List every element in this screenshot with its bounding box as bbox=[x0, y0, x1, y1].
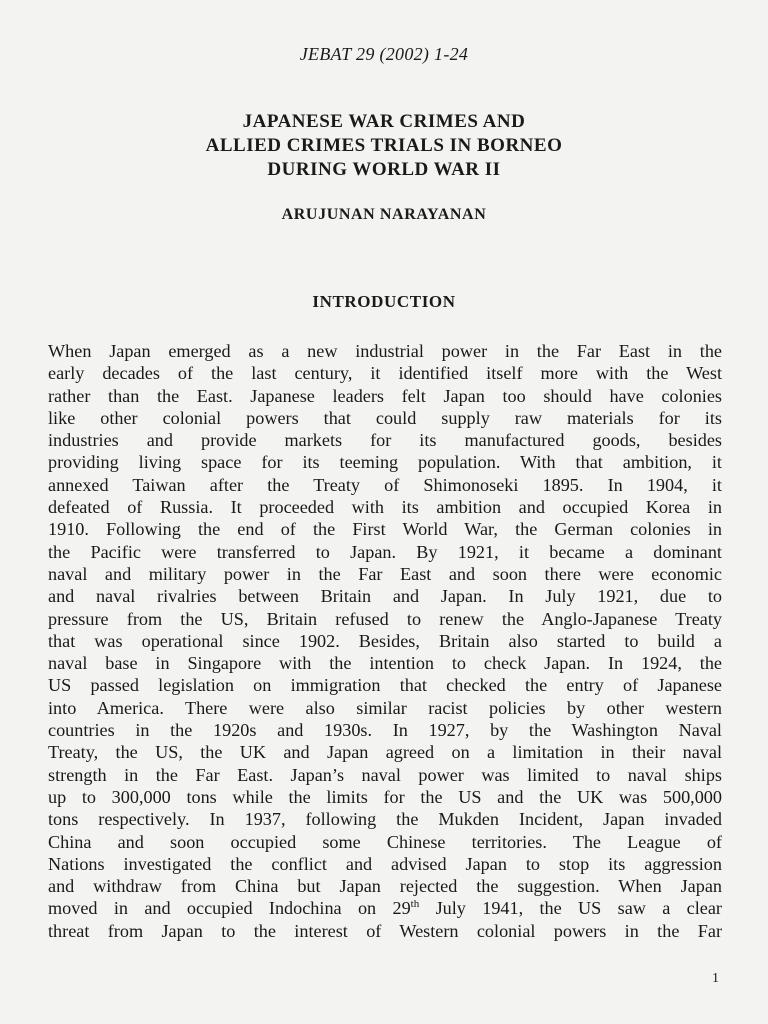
body-line: the Pacific were transferred to Japan. By 1921, it became a dominant bbox=[48, 541, 722, 562]
title-line: DURING WORLD WAR II bbox=[267, 159, 501, 180]
body-line: like other colonial powers that could supply raw materials for its bbox=[48, 407, 722, 428]
body-line: that was operational since 1902. Besides, Britain also started to build a bbox=[48, 630, 722, 651]
body-line: moved in and occupied Indochina on 29th July 1941, the US saw a clear bbox=[48, 898, 722, 919]
body-line: 1910. Following the end of the First World War, the German colonies in bbox=[48, 519, 722, 540]
body-line: providing living space for its teeming population. With that ambition, it bbox=[48, 452, 722, 473]
body-line: defeated of Russia. It proceeded with its ambition and occupied Korea in bbox=[48, 497, 722, 518]
journal-reference: JEBAT 29 (2002) 1-24 bbox=[299, 44, 469, 64]
body-line: and naval rivalries between Britain and Japan. In July 1921, due to bbox=[48, 586, 722, 607]
body-line: US passed legislation on immigration that checked the entry of Japanese bbox=[48, 675, 722, 696]
body-line: China and soon occupied some Chinese territories. The League of bbox=[48, 831, 722, 852]
body-line: threat from Japan to the interest of Western colonial powers in the Far bbox=[48, 920, 722, 941]
body-line: When Japan emerged as a new industrial power in the Far East in the bbox=[48, 341, 722, 361]
body-line: naval and military power in the Far East and soon there were economic bbox=[48, 563, 722, 584]
body-line: and withdraw from China but Japan rejected the suggestion. When Japan bbox=[48, 876, 722, 897]
body-line: Treaty, the US, the UK and Japan agreed on a limitation in their naval bbox=[48, 742, 722, 763]
title-line: ALLIED CRIMES TRIALS IN BORNEO bbox=[205, 135, 563, 156]
body-line: Nations investigated the conflict and advised Japan to stop its aggression bbox=[48, 853, 722, 874]
body-line: annexed Taiwan after the Treaty of Shimonoseki 1895. In 1904, it bbox=[48, 474, 722, 495]
body-line: tons respectively. In 1937, following the Mukden Incident, Japan invaded bbox=[48, 809, 722, 830]
body-line: strength in the Far East. Japan’s naval power was limited to naval ships bbox=[48, 764, 722, 785]
body-line: naval base in Singapore with the intention to check Japan. In 1924, the bbox=[48, 653, 722, 674]
body-line: up to 300,000 tons while the limits for the US and the UK was 500,000 bbox=[48, 786, 722, 807]
body-line: early decades of the last century, it identified itself more with the West bbox=[48, 363, 722, 384]
body-line: into America. There were also similar racist policies by other western bbox=[48, 697, 722, 718]
author-name: ARUJUNAN NARAYANAN bbox=[281, 206, 487, 223]
body-line: industries and provide markets for its manufactured goods, besides bbox=[48, 430, 722, 451]
page-number: 1 bbox=[712, 971, 719, 986]
body-line: rather than the East. Japanese leaders felt Japan too should have colonies bbox=[48, 385, 722, 406]
title-line: JAPANESE WAR CRIMES AND bbox=[242, 111, 526, 132]
section-heading: INTRODUCTION bbox=[312, 292, 456, 311]
body-line: countries in the 1920s and 1930s. In 1927, by the Washington Naval bbox=[48, 720, 722, 741]
article-title bbox=[0, 110, 768, 182]
body-line: pressure from the US, Britain refused to renew the Anglo-Japanese Treaty bbox=[48, 608, 722, 629]
body-paragraph bbox=[48, 340, 722, 942]
